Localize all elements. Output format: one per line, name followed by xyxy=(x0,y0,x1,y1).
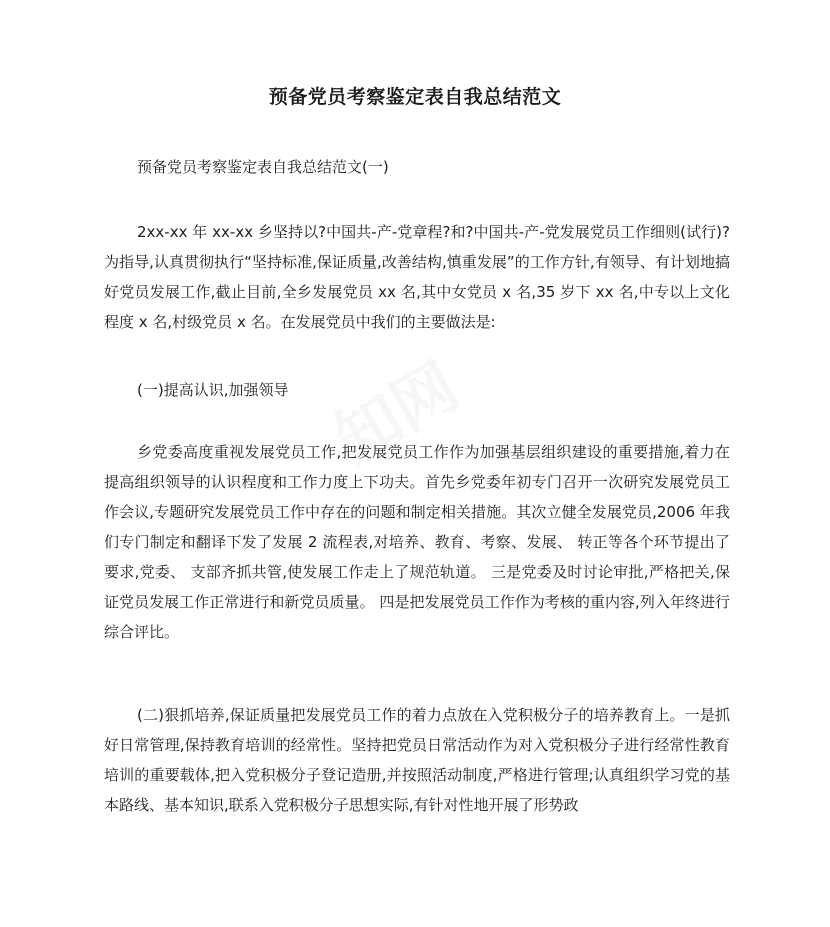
subtitle: 预备党员考察鉴定表自我总结范文(一) xyxy=(137,158,389,176)
page-title: 预备党员考察鉴定表自我总结范文 xyxy=(268,86,562,108)
paragraph-intro: 2xx-xx 年 xx-xx 乡坚持以?中国共-产-党章程?和?中国共-产-党发展党员工作细则(试行)?为指导,认真贯彻执行“坚持标准,保证质量,改善结构,慎重发展”的工作方针,有领导、有计划地搞好党员发展工作,截止目前,全乡发展党员 xx 名,其中女党员 x 名,35 岁下 xx 名,中专以上文化程度 x 名,村级党员 x 名。在发展党员中我们的主要做法是: xyxy=(104,223,730,331)
paragraph-section-1: 乡党委高度重视发展党员工作,把发展党员工作作为加强基层组织建设的重要措施,着力在提高组织领导的认识程度和工作力度上下功夫。首先乡党委年初专门召开一次研究发展党员工作会议,专题研究发展党员工作中存在的问题和制定相关措施。其次立健全发展党员,2006 年我们专门制定和翻译下发了发展 2 流程表,对培养、教育、考察、发展、 转正等各个环节提出了要求,党委、 支部齐抓共管,使发展工作走上了规范轨道。 三是党委及时讨论审批,严格把关,保证党员发展工作正常进行和新党员质量。 四是把发展党员工作作为考核的重内容,列入年终进行综合评比。 xyxy=(104,443,730,641)
section-heading-1: (一)提高认识,加强领导 xyxy=(137,381,289,399)
paragraph-section-2: (二)狠抓培养,保证质量把发展党员工作的着力点放在入党积极分子的培养教育上。一是抓好日常管理,保持教育培训的经常性。坚持把党员日常活动作为对入党积极分子进行经常性教育培训的重要载体,把入党积极分子登记造册,并按照活动制度,严格进行管理;认真组织学习党的基本路线、基本知识,联系入党积极分子思想实际,有针对性地开展了形势政 xyxy=(104,706,730,814)
